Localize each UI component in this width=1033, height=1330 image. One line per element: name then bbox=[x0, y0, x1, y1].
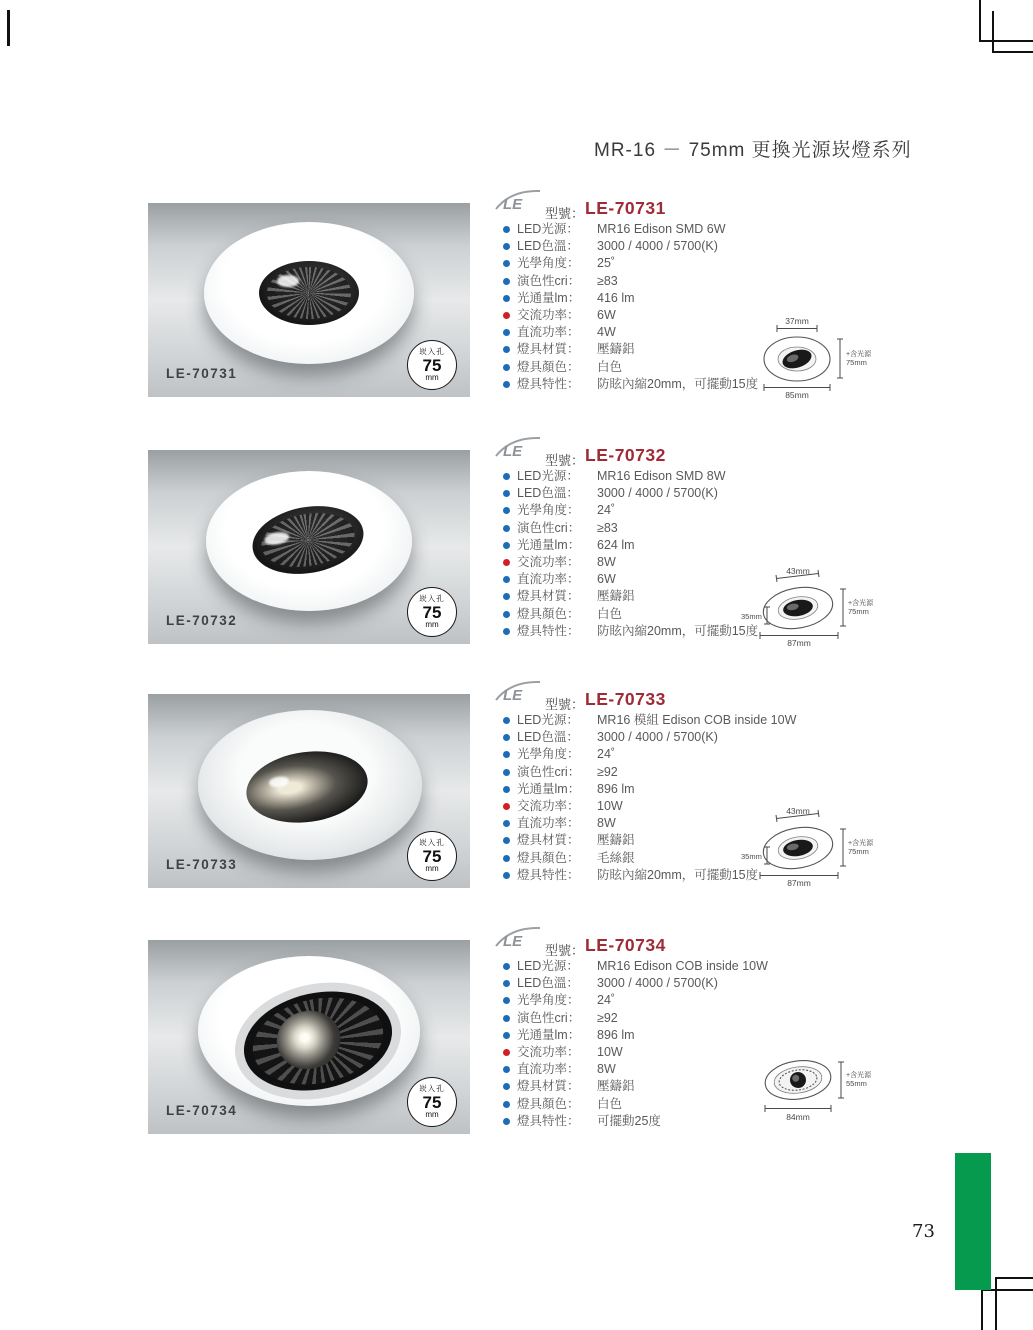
spec-label: 燈具顏色： bbox=[517, 359, 580, 374]
spec-label: 燈具特性： bbox=[517, 867, 580, 882]
svg-text:+含光源: +含光源 bbox=[846, 351, 872, 358]
spec-label: LED色溫： bbox=[517, 976, 579, 991]
product-photo bbox=[148, 694, 470, 888]
svg-text:55mm: 55mm bbox=[846, 1079, 867, 1088]
spec-label: LED色溫： bbox=[517, 730, 579, 745]
downlight-opening bbox=[259, 261, 359, 325]
model-prefix: 型號： bbox=[545, 206, 585, 221]
spec-label: 燈具顏色： bbox=[517, 1096, 580, 1111]
spec-label: 燈具特性： bbox=[517, 376, 580, 391]
bullet-icon bbox=[503, 1032, 510, 1039]
dimension-diagram bbox=[756, 1050, 882, 1122]
spec-label: 交流功率： bbox=[517, 308, 580, 323]
spec-value: 白色 bbox=[597, 1096, 623, 1111]
spec-row bbox=[503, 485, 923, 502]
spec-row bbox=[503, 1027, 923, 1044]
bullet-icon bbox=[503, 1118, 510, 1125]
bullet-icon bbox=[503, 542, 510, 549]
spec-label: 演色性cri： bbox=[517, 1010, 581, 1025]
spec-value: 防眩內縮20mm，可擺動15度 bbox=[597, 623, 759, 638]
bullet-icon bbox=[503, 628, 510, 635]
spec-value: ≥83 bbox=[597, 520, 618, 535]
badge-label: 崁入孔 bbox=[419, 347, 445, 357]
spec-label: 燈具顏色： bbox=[517, 606, 580, 621]
spec-label: 演色性cri： bbox=[517, 520, 581, 535]
bullet-icon bbox=[503, 329, 510, 336]
svg-text:87mm: 87mm bbox=[787, 878, 811, 888]
spec-value: 壓鑄鋁 bbox=[597, 342, 635, 357]
svg-text:+含光源: +含光源 bbox=[848, 600, 874, 607]
spec-label: 演色性cri： bbox=[517, 764, 581, 779]
spec-label: LED光源： bbox=[517, 469, 579, 483]
spec-label: LED光源： bbox=[517, 959, 579, 973]
product-section-le-70731 bbox=[0, 197, 1033, 443]
spec-value: 壓鑄鋁 bbox=[597, 833, 635, 848]
brand-logo-icon bbox=[493, 435, 543, 466]
badge-label: 崁入孔 bbox=[419, 838, 445, 848]
badge-unit: mm bbox=[425, 1109, 439, 1119]
product-section-le-70732 bbox=[0, 444, 1033, 690]
spec-value: 10W bbox=[597, 1045, 623, 1060]
spec-value: 8W bbox=[597, 816, 616, 831]
badge-unit: mm bbox=[425, 372, 439, 382]
bullet-icon bbox=[503, 226, 510, 233]
product-photo-label: LE-70734 bbox=[166, 1103, 238, 1118]
bullet-icon bbox=[503, 734, 510, 741]
spec-label: 直流功率： bbox=[517, 572, 580, 587]
model-number: LE-70731 bbox=[585, 198, 666, 218]
spec-row bbox=[503, 468, 923, 485]
spec-row bbox=[503, 975, 923, 992]
spec-value: 可擺動25度 bbox=[597, 1113, 661, 1128]
spec-value: 毛絲銀 bbox=[597, 850, 635, 865]
badge-unit: mm bbox=[425, 863, 439, 873]
spec-label: 燈具特性： bbox=[517, 623, 580, 638]
spec-value: 防眩內縮20mm，可擺動15度 bbox=[597, 376, 759, 391]
spec-row bbox=[503, 992, 923, 1009]
spec-value: 25˚ bbox=[597, 256, 616, 271]
svg-text:+含光源: +含光源 bbox=[848, 840, 874, 847]
bullet-icon bbox=[503, 1101, 510, 1108]
spec-value: 896 lm bbox=[597, 781, 635, 796]
bullet-icon bbox=[503, 312, 510, 319]
brand-logo-icon bbox=[493, 925, 543, 956]
bullet-icon bbox=[503, 559, 510, 566]
spec-header bbox=[503, 934, 923, 960]
svg-text:87mm: 87mm bbox=[787, 638, 811, 648]
spec-value: 3000 / 4000 / 5700(K) bbox=[597, 976, 718, 991]
bullet-icon bbox=[503, 717, 510, 724]
bullet-icon bbox=[503, 346, 510, 353]
bullet-icon bbox=[503, 364, 510, 371]
spec-value: ≥92 bbox=[597, 1010, 618, 1025]
spec-value: 白色 bbox=[597, 606, 623, 621]
spec-value: 6W bbox=[597, 308, 616, 323]
gimbal-bezel bbox=[224, 968, 412, 1114]
bullet-icon bbox=[503, 963, 510, 970]
spec-label: 光學角度： bbox=[517, 747, 580, 762]
spec-label: 燈具材質： bbox=[517, 342, 580, 357]
cutout-size-badge bbox=[407, 1077, 457, 1127]
spec-label: 燈具材質： bbox=[517, 833, 580, 848]
crop-mark bbox=[992, 51, 1033, 53]
product-photo bbox=[148, 940, 470, 1134]
spec-row bbox=[503, 781, 923, 798]
bullet-icon bbox=[503, 507, 510, 514]
model-prefix: 型號： bbox=[545, 453, 585, 468]
badge-value: 75 bbox=[422, 355, 442, 375]
bullet-icon bbox=[503, 855, 510, 862]
downlight-opening bbox=[242, 744, 373, 830]
crop-mark bbox=[995, 1277, 997, 1330]
spec-value: 896 lm bbox=[597, 1027, 635, 1042]
spec-label: 演色性cri： bbox=[517, 273, 581, 288]
registration-bar bbox=[7, 10, 10, 46]
bullet-icon bbox=[503, 260, 510, 267]
bullet-icon bbox=[503, 1015, 510, 1022]
spec-value: 8W bbox=[597, 1062, 616, 1077]
green-accent-bar bbox=[955, 1153, 991, 1290]
spec-label: 光通量lm： bbox=[517, 537, 581, 552]
spec-row bbox=[503, 238, 923, 255]
product-photo-label: LE-70731 bbox=[166, 366, 238, 381]
cutout-size-badge bbox=[407, 587, 457, 637]
spec-row bbox=[503, 1010, 923, 1027]
spec-label: 交流功率： bbox=[517, 555, 580, 570]
product-section-le-70733 bbox=[0, 688, 1033, 934]
spec-value: 防眩內縮20mm，可擺動15度 bbox=[597, 867, 759, 882]
spec-label: 光通量lm： bbox=[517, 1027, 581, 1042]
spec-value: 壓鑄鋁 bbox=[597, 1079, 635, 1094]
spec-header bbox=[503, 688, 923, 714]
spec-row bbox=[503, 729, 923, 746]
product-photo bbox=[148, 450, 470, 644]
spec-label: 燈具顏色： bbox=[517, 850, 580, 865]
badge-label: 崁入孔 bbox=[419, 594, 445, 604]
spec-value: 4W bbox=[597, 325, 616, 340]
page-title: MR-16 － 75mm 更換光源崁燈系列 bbox=[594, 140, 912, 161]
spec-value: 24˚ bbox=[597, 747, 616, 762]
bullet-icon bbox=[503, 751, 510, 758]
crop-mark bbox=[979, 40, 1033, 42]
bullet-icon bbox=[503, 243, 510, 250]
brand-logo-icon bbox=[493, 679, 543, 710]
model-number: LE-70733 bbox=[585, 689, 666, 709]
badge-value: 75 bbox=[422, 602, 442, 622]
product-photo bbox=[148, 203, 470, 397]
model-prefix: 型號： bbox=[545, 943, 585, 958]
spec-row bbox=[503, 712, 923, 729]
crop-mark bbox=[981, 1289, 983, 1330]
downlight-opening bbox=[247, 498, 369, 582]
spec-row bbox=[503, 221, 923, 238]
model-prefix: 型號： bbox=[545, 697, 585, 712]
dimension-diagram bbox=[740, 806, 882, 888]
bullet-icon bbox=[503, 490, 510, 497]
badge-label: 崁入孔 bbox=[419, 1084, 445, 1094]
spec-value: ≥83 bbox=[597, 273, 618, 288]
bullet-icon bbox=[503, 769, 510, 776]
lamp-glint bbox=[277, 275, 299, 287]
spec-row bbox=[503, 290, 923, 307]
spec-value: MR16 Edison SMD 8W bbox=[597, 469, 726, 483]
page-number: 73 bbox=[912, 1221, 935, 1242]
spec-label: LED色溫： bbox=[517, 239, 579, 254]
spec-value: 624 lm bbox=[597, 537, 635, 552]
svg-text:84mm: 84mm bbox=[786, 1112, 810, 1122]
bullet-icon bbox=[503, 525, 510, 532]
spec-value: MR16 Edison SMD 6W bbox=[597, 222, 726, 236]
bullet-icon bbox=[503, 278, 510, 285]
spec-label: 光學角度： bbox=[517, 503, 580, 518]
downlight-ring bbox=[206, 471, 412, 611]
svg-text:35mm: 35mm bbox=[741, 852, 762, 861]
cutout-size-badge bbox=[407, 340, 457, 390]
spec-value: 3000 / 4000 / 5700(K) bbox=[597, 486, 718, 501]
spec-row bbox=[503, 537, 923, 554]
svg-text:+含光源: +含光源 bbox=[846, 1072, 872, 1079]
badge-value: 75 bbox=[422, 846, 442, 866]
spec-label: 直流功率： bbox=[517, 1062, 580, 1077]
spec-label: LED光源： bbox=[517, 222, 579, 236]
spec-value: 壓鑄鋁 bbox=[597, 589, 635, 604]
spec-value: 416 lm bbox=[597, 290, 635, 305]
spec-value: ≥92 bbox=[597, 764, 618, 779]
crop-mark bbox=[992, 11, 994, 53]
bullet-icon bbox=[503, 980, 510, 987]
downlight-ring bbox=[198, 956, 420, 1106]
spec-value: 8W bbox=[597, 555, 616, 570]
spec-value: 24˚ bbox=[597, 503, 616, 518]
model-number: LE-70732 bbox=[585, 445, 666, 465]
svg-text:LE: LE bbox=[503, 443, 523, 460]
bullet-icon bbox=[503, 473, 510, 480]
product-photo-label: LE-70732 bbox=[166, 613, 238, 628]
badge-value: 75 bbox=[422, 1092, 442, 1112]
spec-row bbox=[503, 764, 923, 781]
spec-value: MR16 Edison COB inside 10W bbox=[597, 959, 768, 973]
spec-row bbox=[503, 958, 923, 975]
svg-text:LE: LE bbox=[503, 687, 523, 704]
bullet-icon bbox=[503, 1066, 510, 1073]
badge-unit: mm bbox=[425, 619, 439, 629]
bullet-icon bbox=[503, 997, 510, 1004]
spec-row bbox=[503, 520, 923, 537]
spec-label: 交流功率： bbox=[517, 799, 580, 814]
bullet-icon bbox=[503, 820, 510, 827]
svg-text:35mm: 35mm bbox=[741, 612, 762, 621]
spec-row bbox=[503, 255, 923, 272]
bullet-icon bbox=[503, 593, 510, 600]
spec-label: 燈具特性： bbox=[517, 1113, 580, 1128]
product-photo-label: LE-70733 bbox=[166, 857, 238, 872]
bullet-icon bbox=[503, 837, 510, 844]
bullet-icon bbox=[503, 1083, 510, 1090]
spec-label: LED光源： bbox=[517, 713, 579, 727]
spec-label: 燈具材質： bbox=[517, 1079, 580, 1094]
spec-label: 光學角度： bbox=[517, 993, 580, 1008]
crop-mark bbox=[995, 1277, 1033, 1279]
svg-text:75mm: 75mm bbox=[848, 847, 869, 856]
bullet-icon bbox=[503, 381, 510, 388]
model-number: LE-70734 bbox=[585, 935, 666, 955]
spec-value: 10W bbox=[597, 799, 623, 814]
cutout-size-badge bbox=[407, 831, 457, 881]
spec-header bbox=[503, 444, 923, 470]
spec-label: 直流功率： bbox=[517, 325, 580, 340]
bullet-icon bbox=[503, 611, 510, 618]
lamp-glint bbox=[269, 776, 290, 788]
spec-value: 3000 / 4000 / 5700(K) bbox=[597, 730, 718, 745]
bullet-icon bbox=[503, 786, 510, 793]
svg-text:LE: LE bbox=[503, 196, 523, 213]
svg-text:43mm: 43mm bbox=[786, 806, 810, 816]
svg-text:43mm: 43mm bbox=[786, 566, 810, 576]
spec-label: 光通量lm： bbox=[517, 781, 581, 796]
spec-label: 交流功率： bbox=[517, 1045, 580, 1060]
spec-value: MR16 模組 Edison COB inside 10W bbox=[597, 713, 797, 727]
spec-row bbox=[503, 502, 923, 519]
svg-text:75mm: 75mm bbox=[848, 607, 869, 616]
svg-text:37mm: 37mm bbox=[785, 316, 809, 326]
downlight-ring bbox=[198, 710, 422, 860]
svg-text:85mm: 85mm bbox=[785, 390, 809, 399]
spec-label: 直流功率： bbox=[517, 816, 580, 831]
bullet-icon bbox=[503, 803, 510, 810]
product-section-le-70734 bbox=[0, 934, 1033, 1180]
downlight-ring bbox=[204, 222, 414, 364]
bullet-icon bbox=[503, 295, 510, 302]
brand-logo-icon bbox=[493, 188, 543, 219]
spec-value: 白色 bbox=[597, 359, 623, 374]
spec-row bbox=[503, 746, 923, 763]
bullet-icon bbox=[503, 1049, 510, 1056]
dimension-diagram bbox=[740, 566, 882, 648]
spec-row bbox=[503, 273, 923, 290]
spec-header bbox=[503, 197, 923, 223]
crop-mark bbox=[979, 0, 981, 42]
spec-label: 光通量lm： bbox=[517, 290, 581, 305]
spec-value: 6W bbox=[597, 572, 616, 587]
lamp-coil bbox=[267, 267, 351, 318]
bullet-icon bbox=[503, 576, 510, 583]
svg-text:LE: LE bbox=[503, 933, 523, 950]
spec-label: 光學角度： bbox=[517, 256, 580, 271]
svg-text:75mm: 75mm bbox=[846, 358, 867, 367]
spec-label: LED色溫： bbox=[517, 486, 579, 501]
spec-label: 燈具材質： bbox=[517, 589, 580, 604]
spec-value: 3000 / 4000 / 5700(K) bbox=[597, 239, 718, 254]
dimension-diagram bbox=[753, 315, 879, 399]
bullet-icon bbox=[503, 872, 510, 879]
spec-value: 24˚ bbox=[597, 993, 616, 1008]
